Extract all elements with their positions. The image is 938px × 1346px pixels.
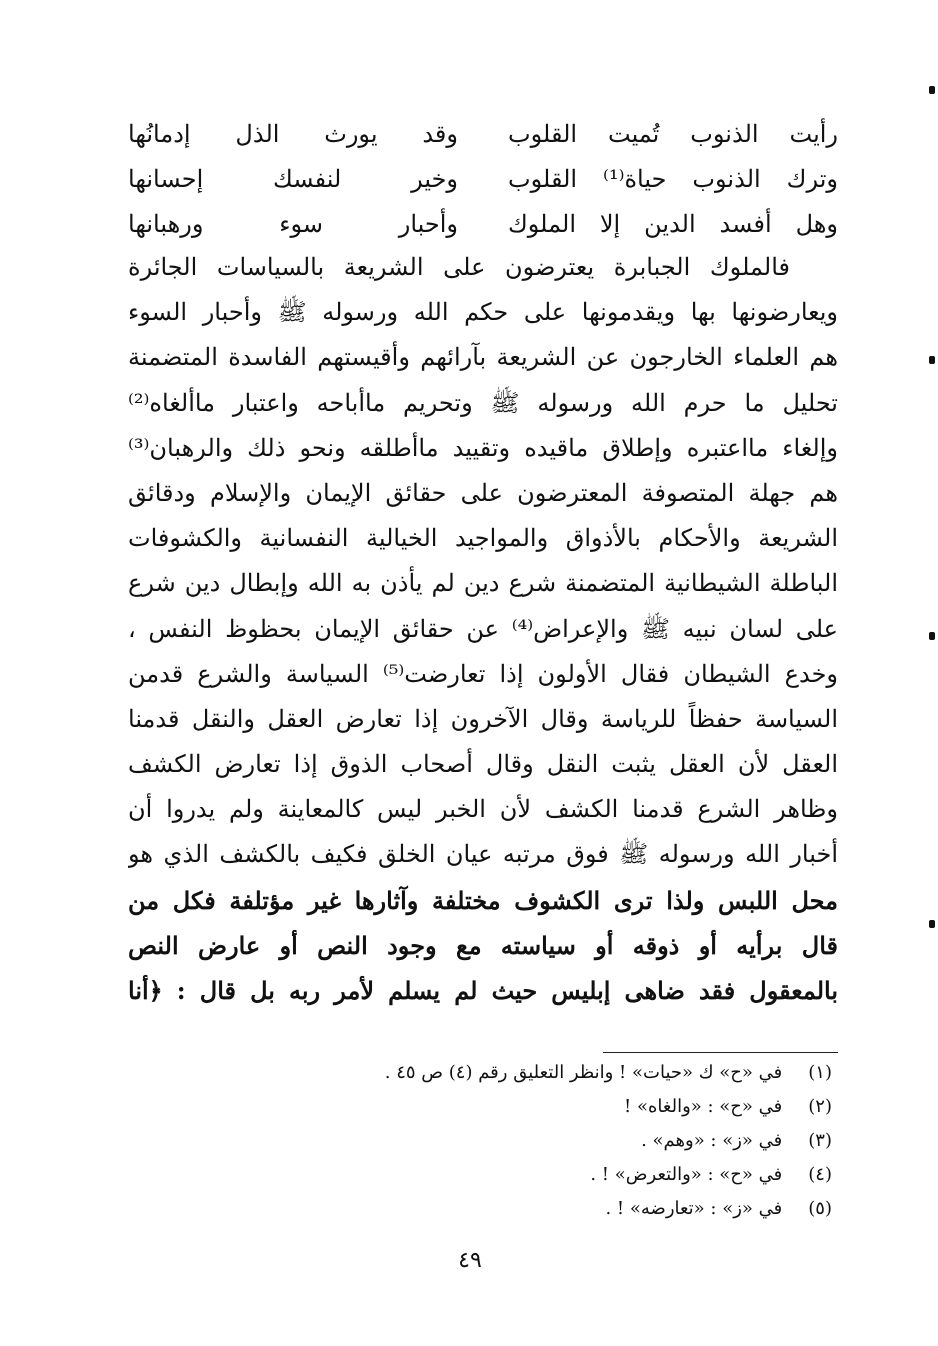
margin-dot — [929, 632, 935, 640]
footnote-number: (١) — [808, 1062, 832, 1083]
footnote-text: في «ح» : «والتعرض» ! . — [590, 1164, 783, 1185]
prose-line: هم جهلة المتصوفة المعترضون على حقائق الإيمان والإسلام ودقائق — [128, 478, 838, 507]
footnotes — [300, 1056, 832, 1226]
verse-first-hemistich: وهل أفسد الدين إلا الملوك — [508, 210, 838, 238]
footnote — [300, 1192, 832, 1226]
prose-line: الباطلة الشيطانية المتضمنة شرع دين لم يأذن به الله وإبطال دين شرع — [128, 569, 838, 598]
prose-line: على لسان نبيه ﷺ والإعراض⁽⁴⁾ عن حقائق الإيمان بحظوظ النفس ، — [128, 614, 838, 643]
verse-line — [128, 112, 838, 157]
page-number: ٤٩ — [458, 1248, 482, 1273]
footnote-number: (٥) — [808, 1198, 832, 1219]
prose-line: السياسة حفظاً للرياسة وقال الآخرون إذا تعارض العقل والنقل قدمنا — [128, 704, 838, 733]
prose-line: ويعارضونها بها ويقدمونها على حكم الله ورسوله ﷺ وأحبار السوء — [128, 298, 838, 327]
verse-first-hemistich: وترك الذنوب حياة⁽¹⁾ القلوب — [508, 165, 838, 193]
margin-dot — [929, 86, 935, 94]
footnote-text: في «ز» : «تعارضه» ! . — [605, 1198, 783, 1219]
verse-first-hemistich: رأيت الذنوب تُميت القلوب — [508, 120, 838, 148]
footnote-number: (٣) — [808, 1130, 832, 1151]
margin-dot — [929, 920, 935, 928]
prose-line: تحليل ما حرم الله ورسوله ﷺ وتحريم ماأباحه واعتبار ماألغاه⁽²⁾ — [128, 388, 838, 417]
prose-line: بالمعقول فقد ضاهى إبليس حيث لم يسلم لأمر ربه بل قال : ﴿أنا — [128, 976, 838, 1005]
footnote-number: (٢) — [808, 1096, 832, 1117]
verse-second-hemistich: وخير لنفسك إحسانها — [128, 165, 458, 193]
verse-second-hemistich: وأحبار سوء ورهبانها — [128, 210, 458, 238]
prose-line: وظاهر الشرع قدمنا الكشف لأن الخبر ليس كالمعاينة ولم يدروا أن — [128, 795, 838, 824]
footnote — [300, 1056, 832, 1090]
margin-dot — [929, 356, 935, 364]
footnote — [300, 1090, 832, 1124]
footnote-text: في «ح» : «والغاه» ! — [624, 1096, 783, 1117]
prose-line: فالملوك الجبابرة يعترضون على الشريعة بالسياسات الجائرة — [128, 253, 790, 281]
prose-line: محل اللبس ولذا ترى الكشوف مختلفة وآثارها غير مؤتلفة فكل من — [128, 885, 838, 915]
footnote-text: في «ح» ك «حيات» ! وانظر التعليق رقم (٤) ص ٤٥ . — [384, 1062, 783, 1083]
verse-second-hemistich: وقد يورث الذل إدمانُها — [128, 120, 458, 148]
prose-line: وخدع الشيطان فقال الأولون إذا تعارضت⁽⁵⁾ السياسة والشرع قدمن — [128, 659, 838, 688]
prose-line: الشريعة والأحكام بالأذواق والمواجيد الخيالية النفسانية والكشوفات — [128, 524, 838, 553]
verse-line — [128, 157, 838, 202]
prose-line: هم العلماء الخارجون عن الشريعة بآرائهم وأقيستهم الفاسدة المتضمنة — [128, 343, 838, 372]
body-text — [128, 245, 838, 1013]
footnote — [300, 1158, 832, 1192]
footnote-number: (٤) — [808, 1164, 832, 1185]
prose-line: وإلغاء مااعتبره وإطلاق ماقيده وتقييد ماأطلقه ونحو ذلك والرهبان⁽³⁾ — [128, 433, 838, 462]
prose-line: أخبار الله ورسوله ﷺ فوق مرتبه عيان الخلق فكيف بالكشف الذي هو — [128, 840, 838, 869]
footnote — [300, 1124, 832, 1158]
footnote-text: في «ز» : «وهم» . — [641, 1130, 783, 1151]
prose-line: قال برأيه أو ذوقه أو سياسته مع وجود النص أو عارض النص — [128, 930, 838, 960]
verse-line — [128, 202, 838, 247]
prose-line: العقل لأن العقل يثبت النقل وقال أصحاب الذوق إذا تعارض الكشف — [128, 750, 838, 779]
footnote-divider — [603, 1052, 838, 1053]
poem-verses — [128, 112, 838, 247]
